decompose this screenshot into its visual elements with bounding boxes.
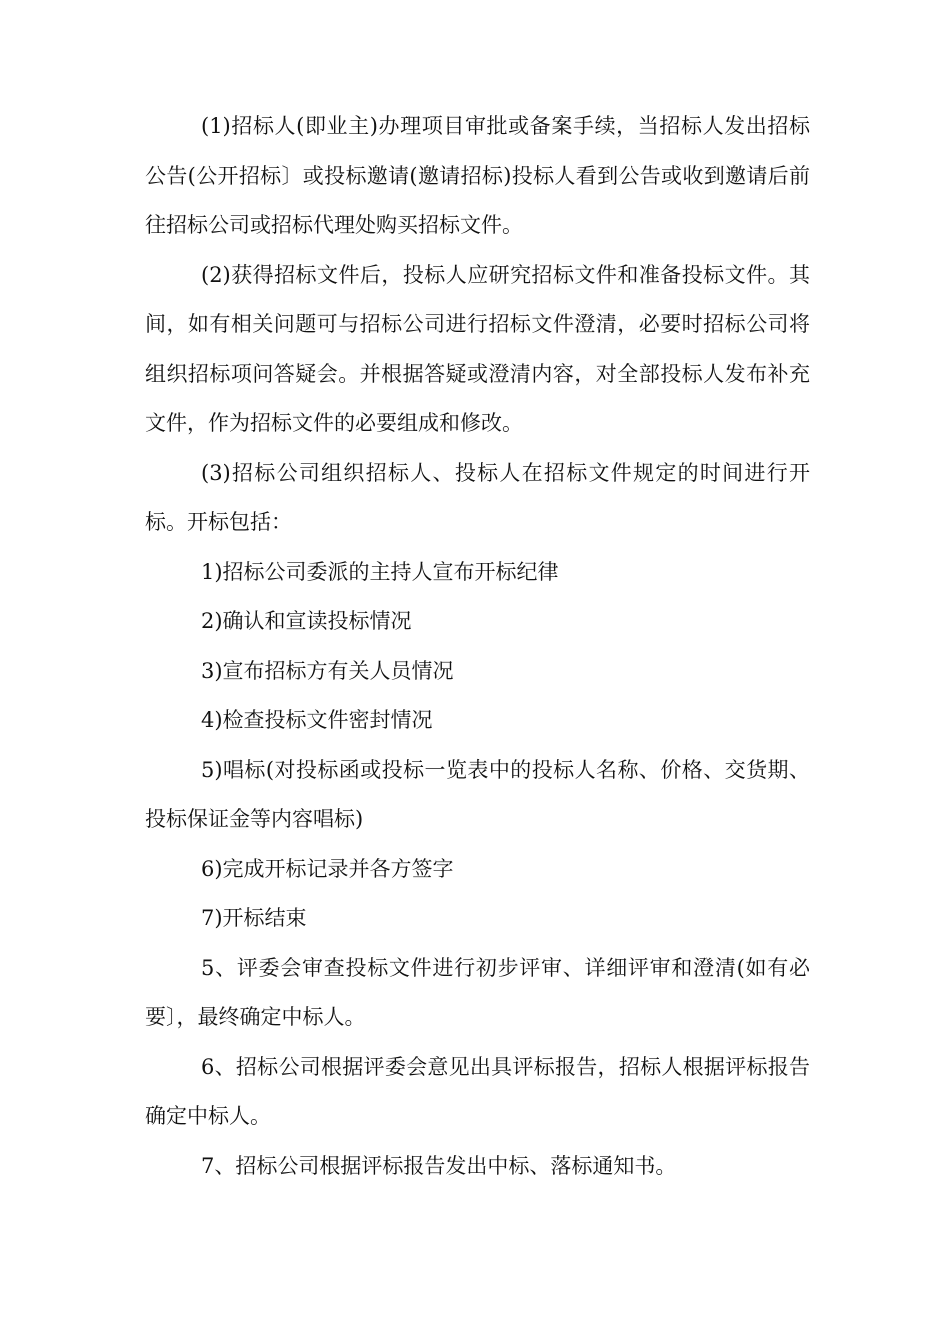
paragraph-step-2: (2)获得招标文件后，投标人应研究招标文件和准备投标文件。其间，如有相关问题可与招标公司进行招标文件澄清，必要时招标公司将组织招标项问答疑会。并根据答疑或澄清内容，对全部投标人发布补充文件，作为招标文件的必要组成和修改。 <box>145 262 810 435</box>
list-item-open-5: 5)唱标(对投标函或投标一览表中的投标人名称、价格、交货期、投标保证金等内容唱标) <box>145 757 810 831</box>
list-item-open-7: 7)开标结束 <box>201 906 307 930</box>
paragraph-step-7: 7、招标公司根据评标报告发出中标、落标通知书。 <box>201 1153 677 1178</box>
paragraph-step-1: (1)招标人(即业主)办理项目审批或备案手续，当招标人发出招标公告(公开招标〕或投标邀请(邀请招标)投标人看到公告或收到邀请后前往招标公司或招标代理处购买招标文件。 <box>145 114 810 237</box>
paragraph-step-6: 6、招标公司根据评委会意见出具评标报告，招标人根据评标报告确定中标人。 <box>145 1054 810 1128</box>
list-item-open-1: 1)招标公司委派的主持人宣布开标纪律 <box>201 559 559 584</box>
paragraph-step-3: (3)招标公司组织招标人、投标人在招标文件规定的时间进行开标。开标包括： <box>145 460 810 534</box>
list-item-open-4: 4)检查投标文件密封情况 <box>201 708 433 732</box>
list-item-open-3: 3)宣布招标方有关人员情况 <box>201 658 454 683</box>
list-item-open-6: 6)完成开标记录并各方签字 <box>201 856 454 881</box>
paragraph-step-5: 5、评委会审查投标文件进行初步评审、详细评审和澄清(如有必要〕，最终确定中标人。 <box>145 955 810 1029</box>
list-item-open-2: 2)确认和宣读投标情况 <box>201 609 412 633</box>
